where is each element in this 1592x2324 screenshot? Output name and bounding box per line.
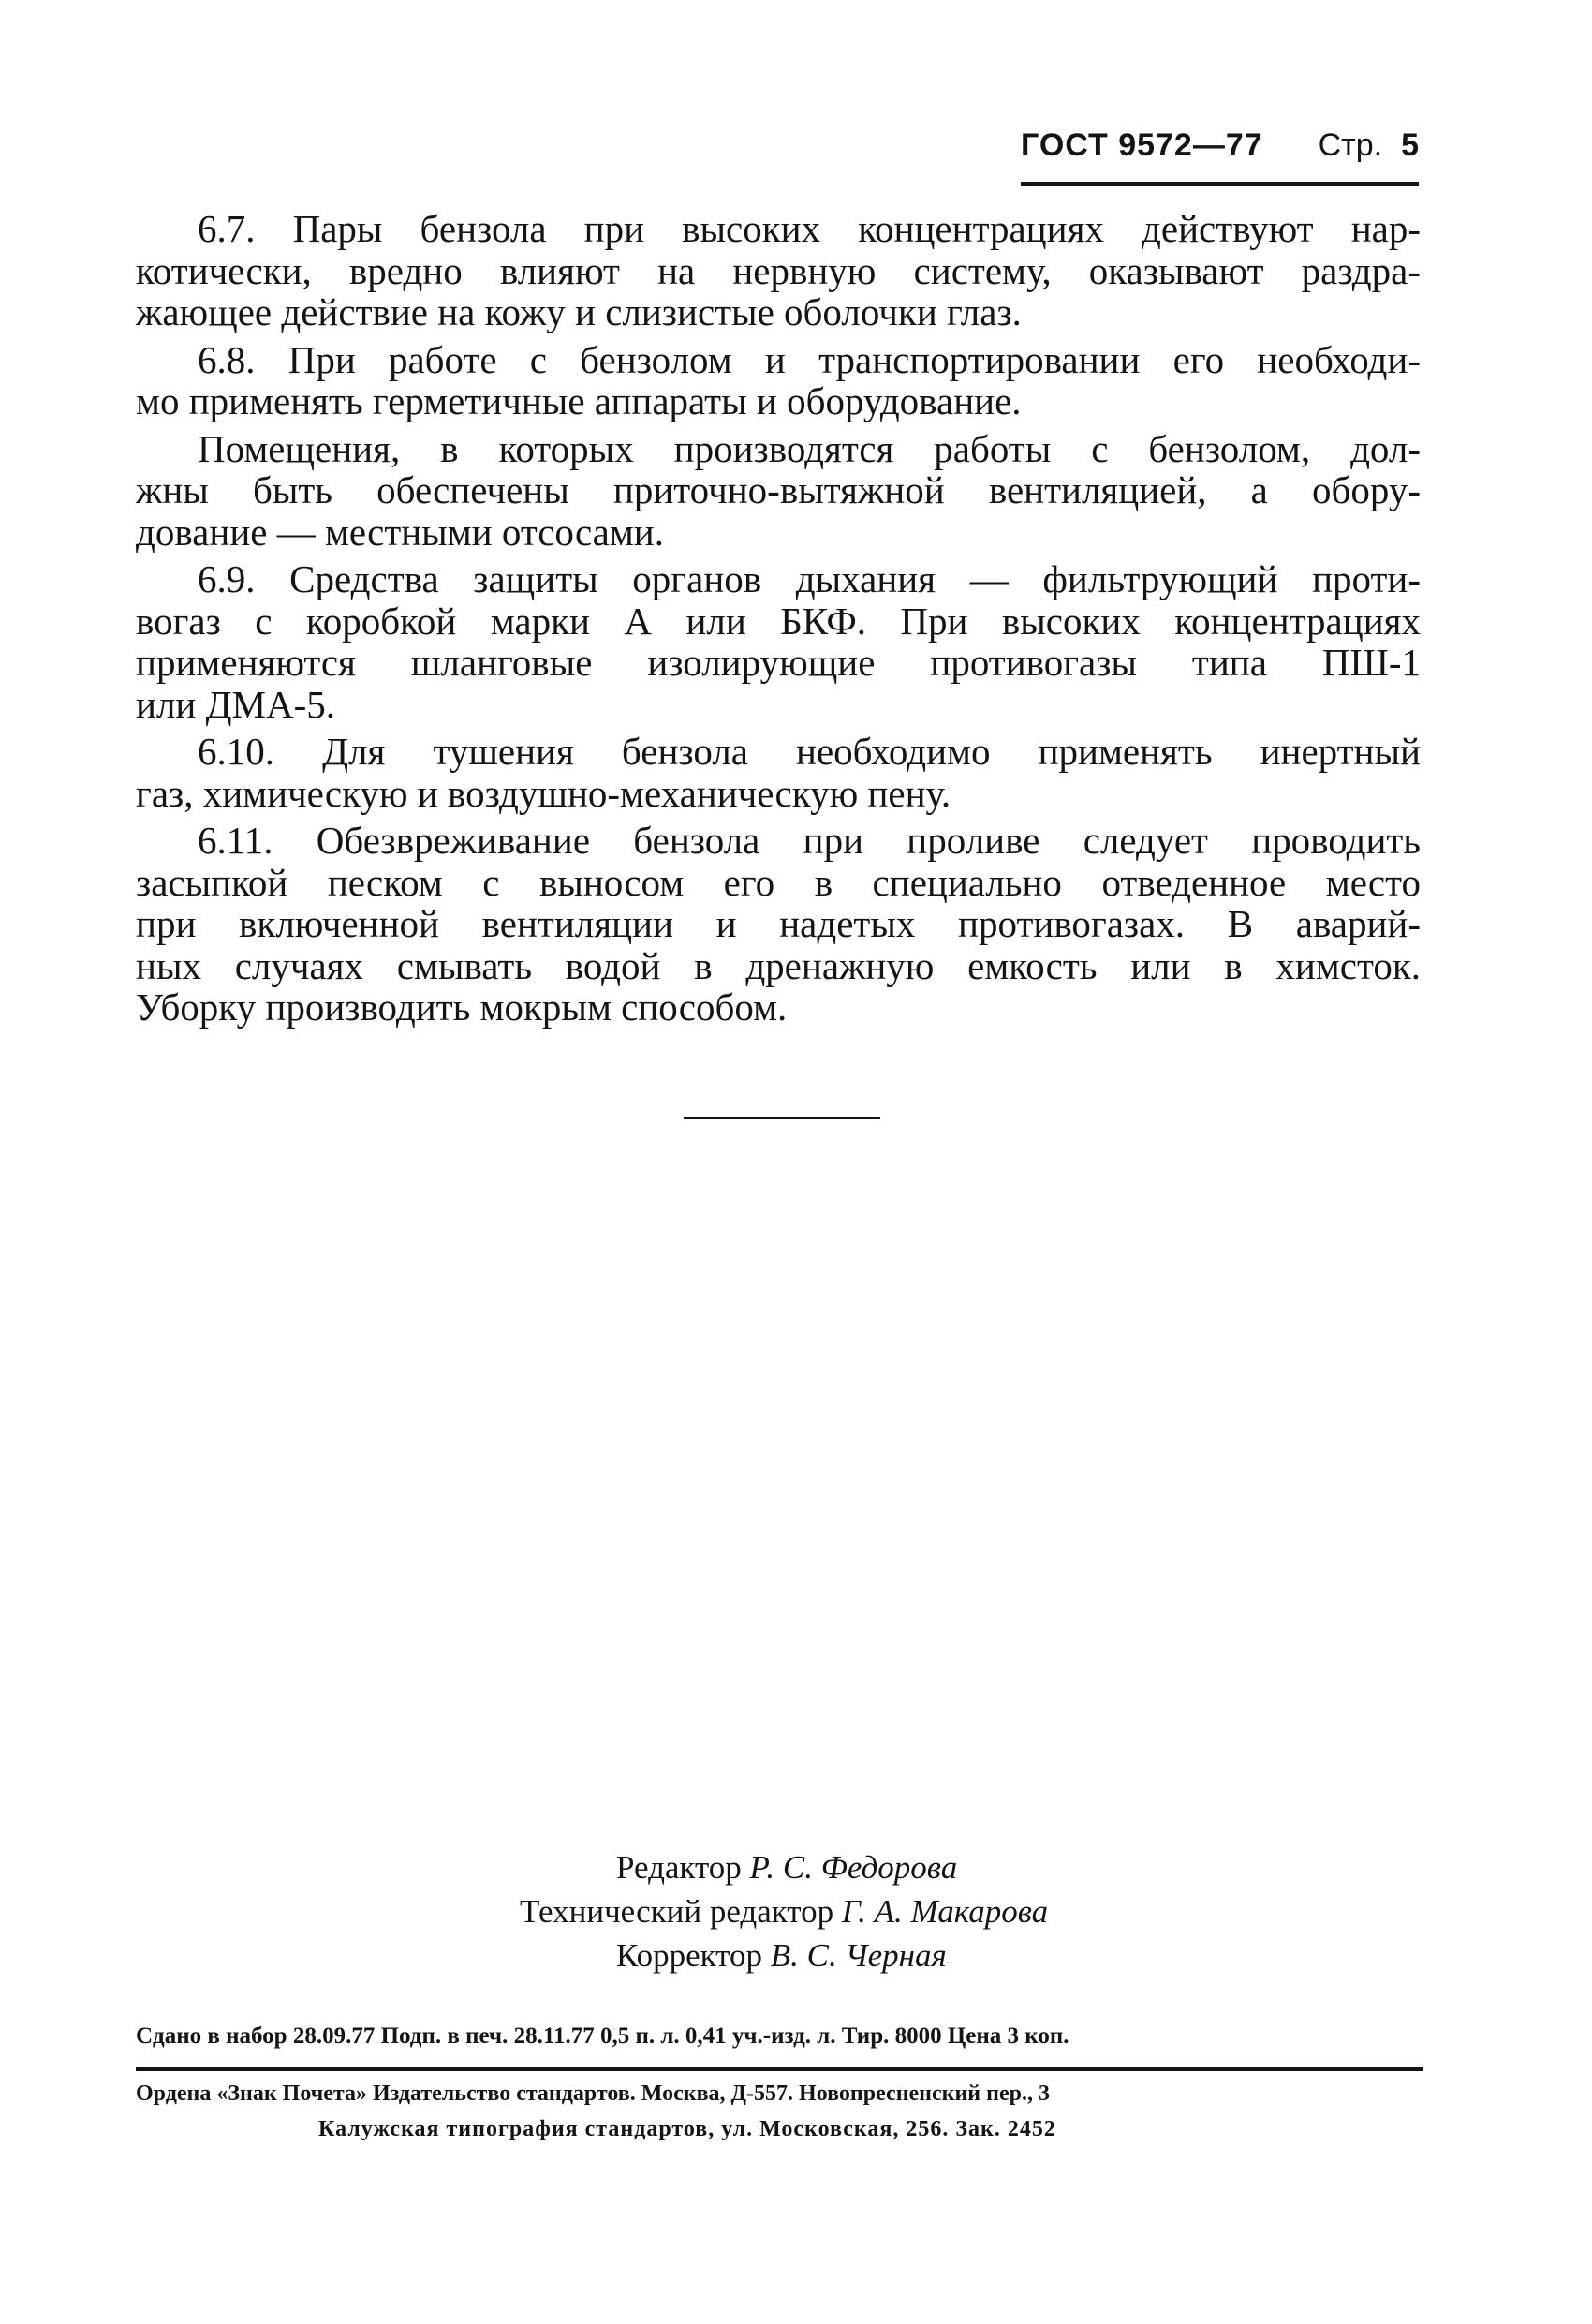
text-line: жны быть обеспечены приточно-вытяжной вентиляцией, а обору- — [136, 468, 1421, 511]
credit-name: Р. С. Федорова — [749, 1849, 958, 1886]
text-line: жающее действие на кожу и слизистые оболочки глаз. — [136, 290, 1022, 333]
text-line: котически, вредно влияют на нервную систему, оказывают раздра- — [136, 248, 1421, 292]
text-line: применяются шланговые изолирующие противогазы типа ПШ-1 — [136, 641, 1421, 684]
text-line: Уборку производить мокрым способом. — [136, 985, 788, 1029]
text-line: засыпкой песком с выносом его в специально отведенное место — [136, 860, 1421, 904]
publisher-line-2: Калужская типография стандартов, ул. Московская, 256. Зак. 2452 — [318, 2117, 1056, 2141]
section-divider — [684, 1117, 880, 1119]
credit-name: В. С. Черная — [770, 1937, 947, 1974]
page-label: Стр. — [1318, 127, 1383, 163]
imprint-rule — [136, 2067, 1423, 2071]
text-line: 6.10. Для тушения бензола необходимо применять инертный — [198, 730, 1421, 773]
text-line: мо применять герметичные аппараты и оборудование. — [136, 379, 1022, 422]
page-indicator — [1319, 127, 1419, 164]
text-line: ных случаях смывать водой в дренажную емкость или в химсток. — [136, 943, 1421, 987]
paragraph-6-9 — [136, 558, 1421, 725]
credit-editor — [520, 1845, 1175, 1889]
credit-role: Технический редактор — [520, 1893, 834, 1930]
standard-number: ГОСТ 9572—77 — [1021, 127, 1263, 163]
paragraph-6-11 — [136, 820, 1421, 1029]
text-line: 6.11. Обезвреживание бензола при проливе следует проводить — [198, 819, 1421, 862]
credit-name: Г. А. Макарова — [841, 1893, 1049, 1930]
print-imprint: Сдано в набор 28.09.77 Подп. в печ. 28.11.77 0,5 п. л. 0,41 уч.-изд. л. Тир. 8000 Цена 3 коп. — [136, 2023, 1069, 2049]
text-line: при включенной вентиляции и надетых противогазах. В аварий- — [136, 902, 1421, 945]
text-line: газ, химическую и воздушно-механическую пену. — [136, 771, 951, 815]
text-line: 6.9. Средства защиты органов дыхания — фильтрующий проти- — [198, 557, 1421, 600]
page-header — [1021, 126, 1419, 186]
publisher-address: Ордена «Знак Почета» Издательство стандартов. Москва, Д-557. Новопресненский пер., 3 — [136, 2081, 1050, 2106]
text-line: вогаз с коробкой марки А или БКФ. При высоких концентрациях — [136, 599, 1421, 643]
main-text — [136, 208, 1421, 1029]
text-line: или ДМА-5. — [136, 682, 336, 726]
publisher-line-1 — [136, 2081, 1423, 2107]
paragraph-6-10 — [136, 731, 1421, 814]
paragraph-rooms — [136, 428, 1421, 554]
paragraph-6-7 — [136, 208, 1421, 333]
credit-technical-editor — [520, 1889, 1175, 1933]
page-number: 5 — [1401, 127, 1419, 163]
text-line: 6.8. При работе с бензолом и транспортировании его необходи- — [198, 337, 1421, 381]
credit-proofreader — [520, 1933, 1175, 1977]
text-line: 6.7. Пары бензола при высоких концентрациях действуют нар- — [198, 207, 1421, 250]
paragraph-6-8 — [136, 339, 1421, 422]
editorial-credits — [520, 1845, 1175, 1977]
credit-role: Редактор — [616, 1849, 742, 1886]
text-line: Помещения, в которых производятся работы с бензолом, дол- — [198, 426, 1421, 470]
credit-role: Корректор — [616, 1937, 763, 1974]
text-line: дование — местными отсосами. — [136, 510, 664, 554]
